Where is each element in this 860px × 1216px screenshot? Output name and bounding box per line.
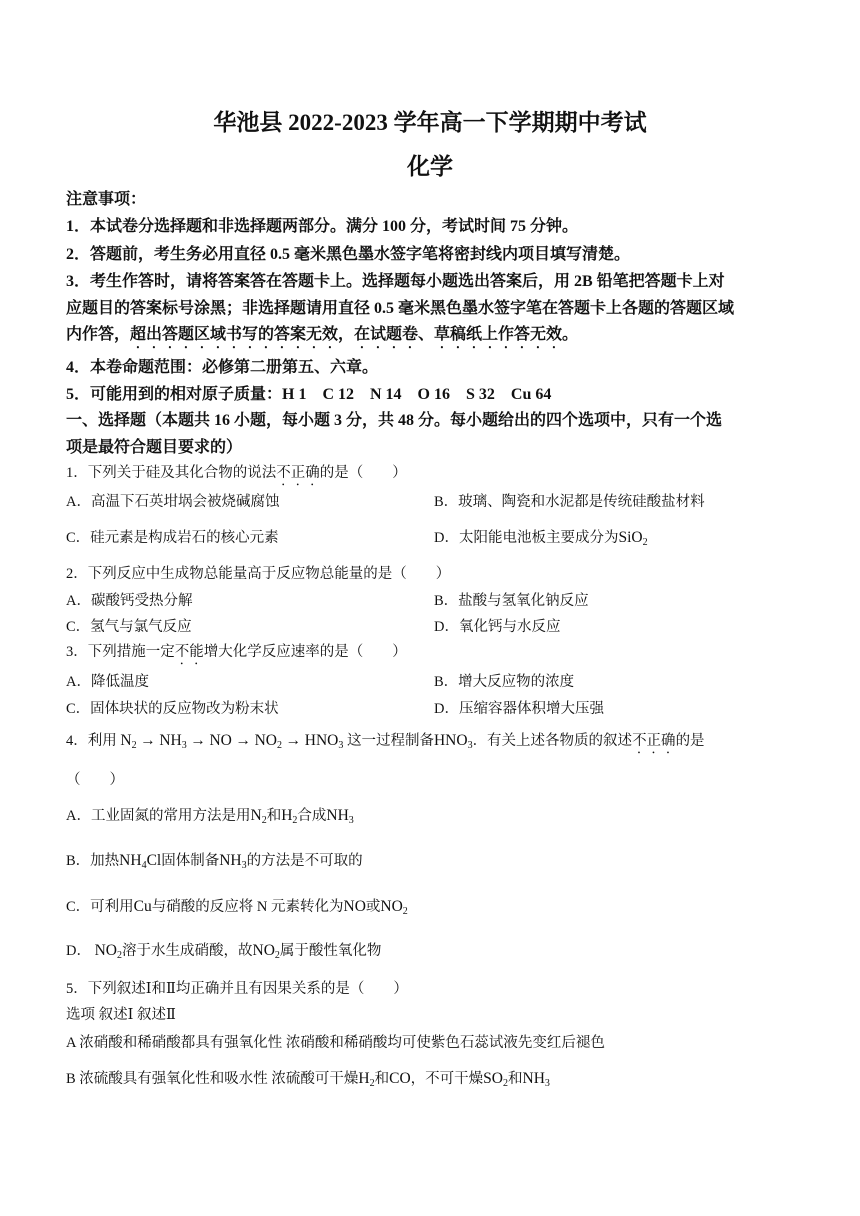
notice-item-4: 4．本卷命题范围：必修第二册第五、六章。 [66, 359, 379, 376]
question-4-option-b: B．加热$NH_4Cl$固体制备$NH_3$的方法是不可取的 [66, 852, 363, 871]
notice-item-3-cont: 应题目的答案标号涂黑；非选择题请用直径 0.5 毫米黑色墨水签字笔在答题卡上各题的答题区域 [66, 300, 735, 317]
question-3-option-b: B．增大反应物的浓度 [434, 674, 575, 690]
exam-title: 华池县 2022-2023 学年高一下学期期中考试 [213, 110, 647, 135]
question-1-option-c: C．硅元素是构成岩石的核心元素 [66, 530, 279, 546]
question-2-option-c: C．氢气与氯气反应 [66, 619, 192, 635]
question-2-option-a: A．碳酸钙受热分解 [66, 593, 193, 609]
question-2-option-d: D．氧化钙与水反应 [434, 619, 561, 635]
question-5-row-a: A 浓硝酸和稀硝酸都具有强氧化性 浓硝酸和稀硝酸均可使紫色石蕊试液先变红后褪色 [66, 1035, 605, 1051]
section-heading: 一、选择题（本题共 16 小题，每小题 3 分，共 48 分。每小题给出的四个选项中，只有一个选 [66, 412, 723, 429]
question-1-stem: 1．下列关于硅及其化合物的说法不正确的是（ ） [66, 465, 407, 481]
notice-item-1: 1．本试卷分选择题和非选择题两部分。满分 100 分，考试时间 75 分钟。 [66, 218, 579, 235]
notice-item-2: 2．答题前，考生务必用直径 0.5 毫米黑色墨水签字笔将密封线内项目填写清楚。 [66, 246, 631, 263]
notice-item-3-last: 内作答，超出答题区域书写的答案无效，在试题卷、草稿纸上作答无效。 [66, 326, 579, 343]
question-5-stem: 5．下列叙述Ⅰ和Ⅱ均正确并且有因果关系的是（ ） [66, 981, 408, 997]
section-heading-cont: 项是最符合题目要求的） [66, 439, 243, 456]
emphasized-warning: 超出答题区域书写的答案无效，在试题卷、草稿纸上作答无效 [130, 326, 563, 343]
question-2-option-b: B．盐酸与氢氧化钠反应 [434, 593, 589, 609]
question-4-option-d: D． $NO_2$溶于水生成硝酸，故$NO_2$属于酸性氧化物 [66, 942, 382, 961]
question-3-option-d: D．压缩容器体积增大压强 [434, 701, 604, 717]
question-4-stem: 4．利用 $N_2 \to NH_3$ → NO → $NO_2 \to HNO_3$ 这一过程制备$HNO_3$．有关上述各物质的叙述不正确的是 [66, 732, 705, 751]
question-4-option-a: A．工业固氮的常用方法是用$N_2$和$H_2$合成$NH_3$ [66, 807, 354, 826]
question-5-row-b: B 浓硫酸具有强氧化性和吸水性 浓硫酸可干燥$H_2$和CO，不可干燥$SO_2$和$NH_3$ [66, 1070, 550, 1089]
notice-item-5: 5．可能用到的相对原子质量：H 1 C 12 N 14 O 16 S 32 Cu 64 [66, 386, 552, 403]
question-3-option-c: C．固体块状的反应物改为粉末状 [66, 701, 279, 717]
question-4-bracket: （ ） [66, 772, 124, 788]
question-5-table-header: 选项 叙述Ⅰ 叙述Ⅱ [66, 1007, 176, 1023]
question-1-option-a: A．高温下石英坩埚会被烧碱腐蚀 [66, 494, 280, 510]
notice-item-3: 3．考生作答时，请将答案答在答题卡上。选择题每小题选出答案后，用 2B 铅笔把答题卡上对 [66, 273, 725, 290]
question-3-stem: 3．下列措施一定不能增大化学反应速率的是（ ） [66, 644, 407, 660]
question-2-stem: 2．下列反应中生成物总能量高于反应物总能量的是（ ） [66, 566, 451, 582]
question-3-option-a: A．降低温度 [66, 674, 149, 690]
question-1-option-b: B．玻璃、陶瓷和水泥都是传统硅酸盐材料 [434, 494, 705, 510]
subject-title: 化学 [407, 154, 453, 179]
question-4-option-c: C．可利用Cu与硝酸的反应将 N 元素转化为NO或$NO_2$ [66, 898, 408, 917]
question-1-option-d: D．太阳能电池板主要成分为SiO$_2$ [434, 529, 648, 548]
notice-heading: 注意事项： [66, 191, 147, 208]
